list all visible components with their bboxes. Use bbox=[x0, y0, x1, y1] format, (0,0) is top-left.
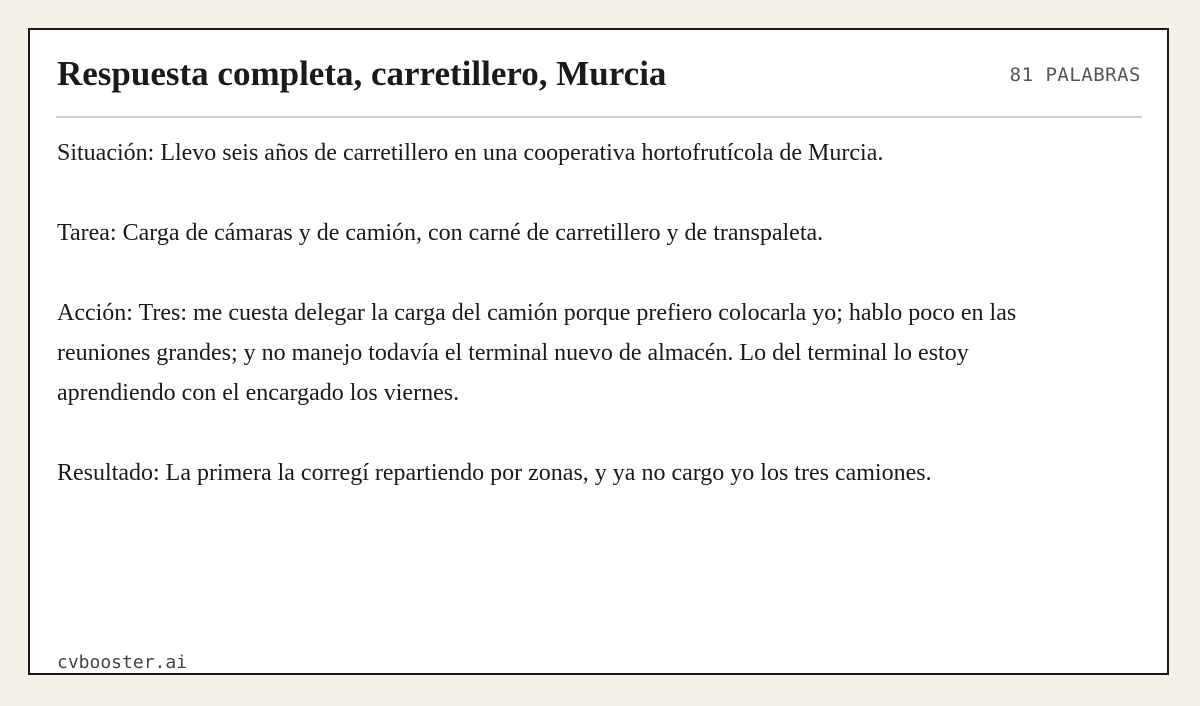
paragraph-tarea: Tarea: Carga de cámaras y de camión, con carné de carretillero y de transpaleta. bbox=[57, 220, 824, 246]
card-title: Respuesta completa, carretillero, Murcia bbox=[57, 54, 667, 93]
paragraph-resultado: Resultado: La primera la corregí repartiendo por zonas, y ya no cargo yo los tres camiones. bbox=[57, 460, 932, 486]
word-count-label: 81 PALABRAS bbox=[1009, 64, 1141, 86]
paragraph-accion: Acción: Tres: me cuesta delegar la carga del camión porque prefiero colocarla yo; hablo poco en las reuniones grandes; y no manejo todavía el terminal nuevo de almacén. Lo del terminal lo estoy aprendiendo con el encargado los viernes. bbox=[57, 300, 1017, 406]
title-divider bbox=[56, 116, 1142, 118]
footer-site-label: cvbooster.ai bbox=[57, 652, 188, 673]
answer-card bbox=[28, 28, 1169, 675]
paragraph-situacion: Situación: Llevo seis años de carretillero en una cooperativa hortofrutícola de Murcia. bbox=[57, 140, 884, 166]
answer-body bbox=[57, 133, 1017, 493]
